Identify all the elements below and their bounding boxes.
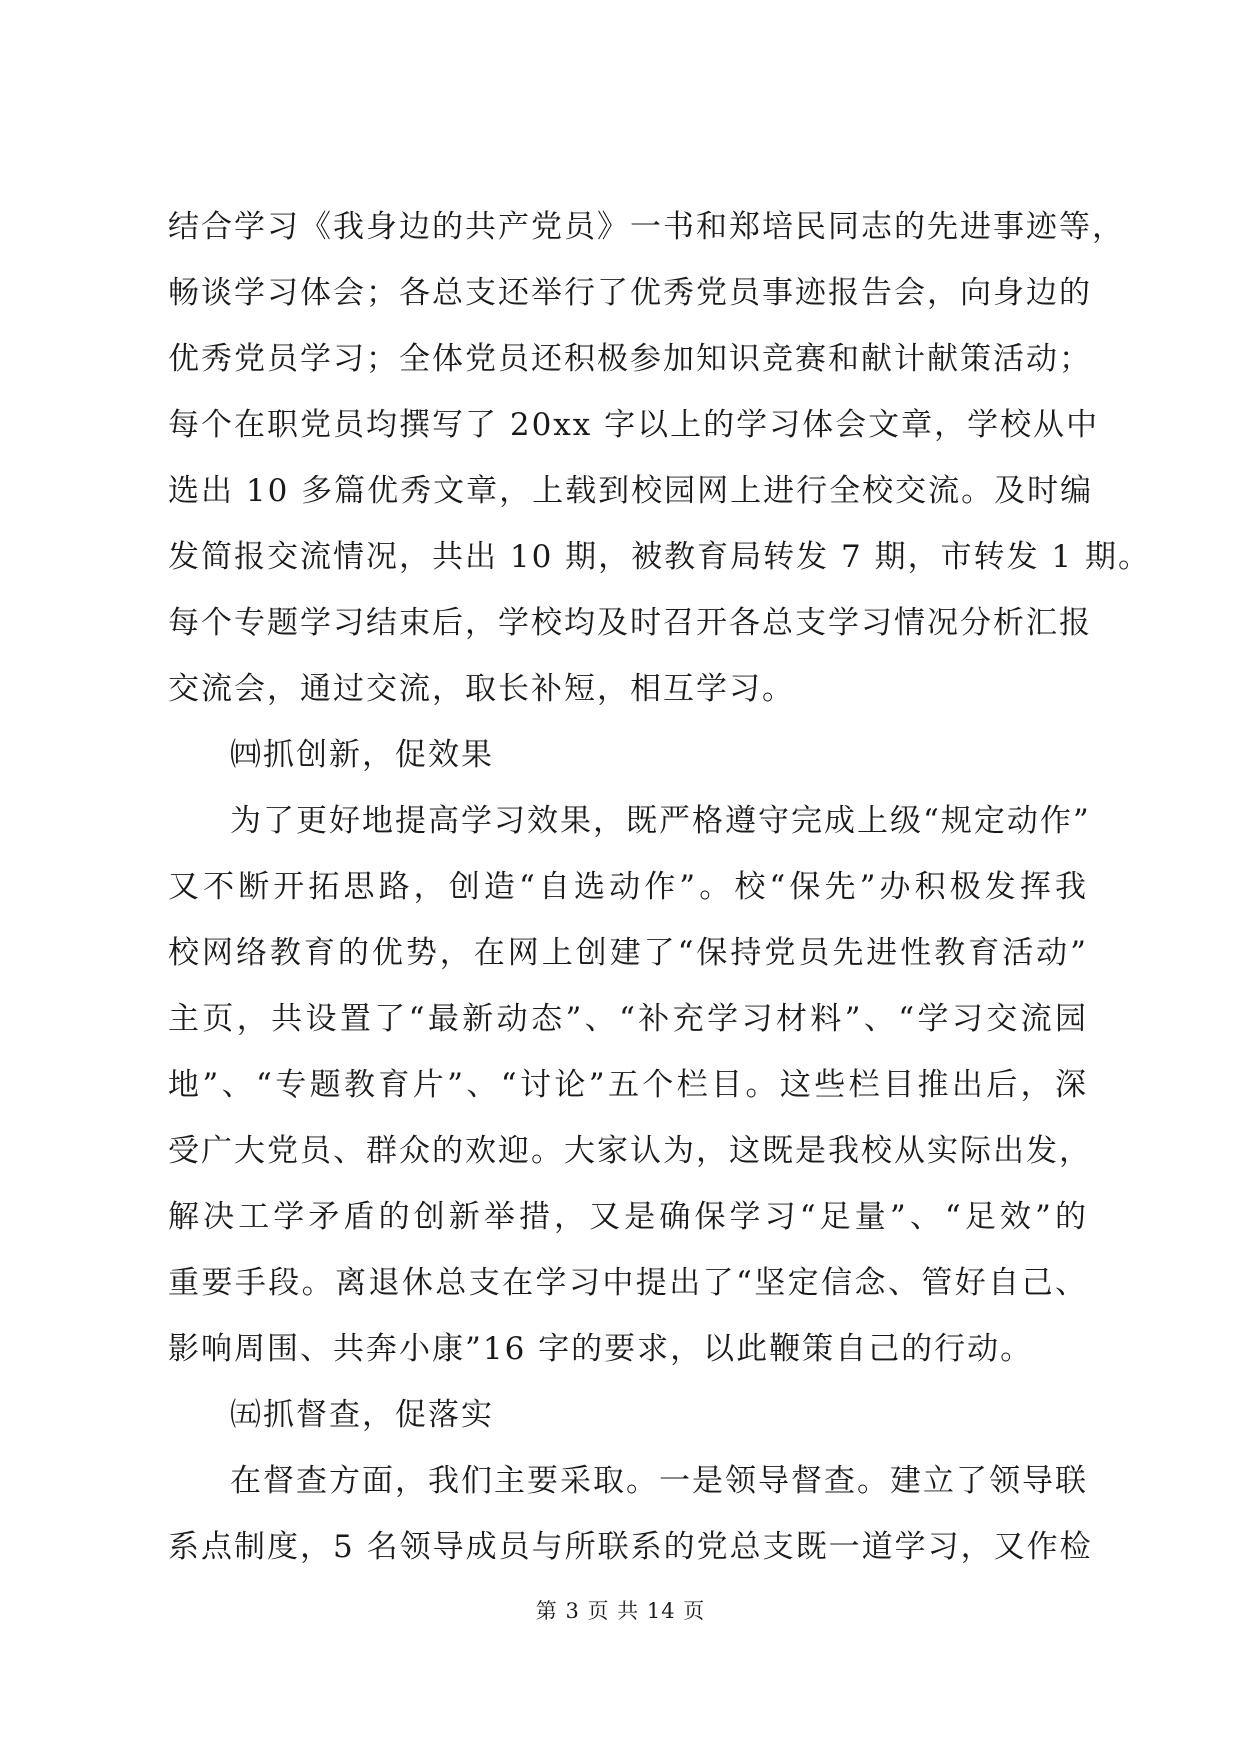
text-line: 系点制度，5 名领导成员与所联系的党总支既一道学习，又作检	[168, 1529, 1093, 1565]
text-line: 又不断开拓思路，创造“自选动作”。校“保先”办积极发挥我	[168, 869, 1088, 905]
text-line: 主页，共设置了“最新动态”、“补充学习材料”、“学习交流园	[168, 1001, 1088, 1037]
text-line: 地”、“专题教育片”、“讨论”五个栏目。这些栏目推出后，深	[168, 1067, 1088, 1103]
text-line: 每个专题学习结束后，学校均及时召开各总支学习情况分析汇报	[168, 605, 1092, 641]
text-line: 结合学习《我身边的共产党员》一书和郑培民同志的先进事迹等，	[168, 209, 1125, 245]
text-line: 发简报交流情况，共出 10 期，被教育局转发 7 期，市转发 1 期。	[168, 539, 1152, 575]
document-body	[168, 194, 1152, 1580]
text-line: ㈣抓创新，促效果	[230, 737, 494, 773]
text-line: 影响周围、共奔小康”16 字的要求，以此鞭策自己的行动。	[168, 1331, 1034, 1367]
text-line: 重要手段。离退休总支在学习中提出了“坚定信念、管好自己、	[168, 1265, 1088, 1301]
text-line: 解决工学矛盾的创新举措，又是确保学习“足量”、“足效”的	[168, 1199, 1088, 1235]
text-line: 校网络教育的优势，在网上创建了“保持党员先进性教育活动”	[168, 935, 1088, 971]
text-line: 交流会，通过交流，取长补短，相互学习。	[168, 671, 795, 707]
text-line: 每个在职党员均撰写了 20xx 字以上的学习体会文章，学校从中	[168, 407, 1100, 443]
text-line: ㈤抓督查，促落实	[230, 1397, 494, 1433]
page-footer: 第 3 页 共 14 页	[535, 1599, 706, 1623]
text-line: 受广大党员、群众的欢迎。大家认为，这既是我校从实际出发，	[168, 1133, 1092, 1169]
text-line: 在督查方面，我们主要采取。一是领导督查。建立了领导联	[230, 1463, 1088, 1499]
text-line: 为了更好地提高学习效果，既严格遵守完成上级“规定动作”	[230, 803, 1091, 839]
text-line: 选出 10 多篇优秀文章，上载到校园网上进行全校交流。及时编	[168, 473, 1094, 509]
text-line: 畅谈学习体会；各总支还举行了优秀党员事迹报告会，向身边的	[168, 275, 1092, 311]
text-line: 优秀党员学习；全体党员还积极参加知识竞赛和献计献策活动；	[168, 341, 1092, 377]
